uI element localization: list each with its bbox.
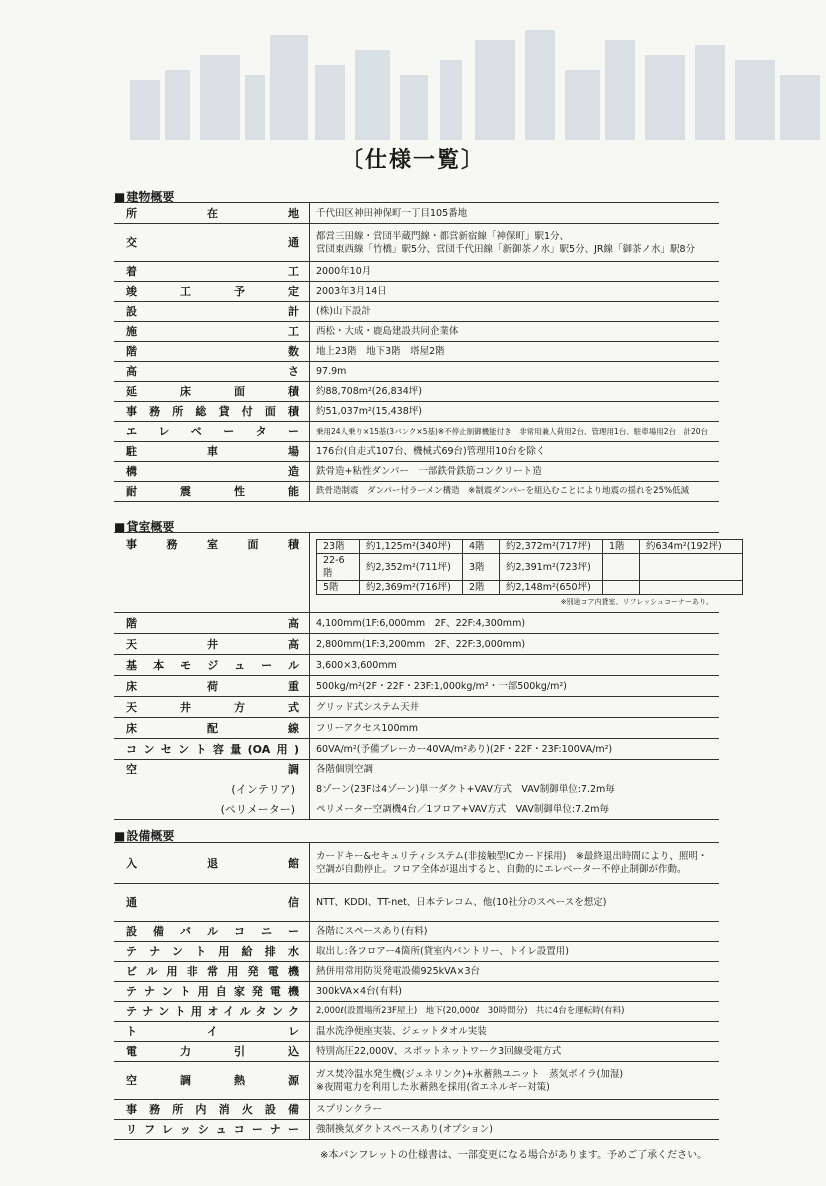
office-area-table bbox=[316, 539, 743, 595]
table-row bbox=[114, 718, 719, 739]
row-value bbox=[310, 843, 720, 884]
row-label: 構造 bbox=[114, 462, 310, 482]
area-row bbox=[317, 540, 743, 554]
office-area-cell bbox=[310, 533, 720, 613]
rental-spec-table bbox=[114, 532, 722, 820]
table-row bbox=[114, 676, 719, 697]
row-value: ペリメーター空調機4台／1フロア+VAV方式 VAV制御単位:7.2m毎 bbox=[310, 800, 720, 820]
area-value bbox=[640, 554, 743, 581]
entry-line-1: カードキー&セキュリティシステム(非接触型ICカード採用) ※最終退出時間により、照明・ bbox=[316, 851, 708, 862]
row-label: 階数 bbox=[114, 342, 310, 362]
row-value bbox=[310, 1062, 720, 1100]
row-label: 通信 bbox=[114, 884, 310, 922]
row-label: テナント用給排水 bbox=[114, 942, 310, 962]
row-value: 鉄骨造+粘性ダンパー 一部鉄骨鉄筋コンクリート造 bbox=[310, 462, 720, 482]
row-value: 300kVA×4台(有料) bbox=[310, 982, 720, 1002]
table-row bbox=[114, 1062, 719, 1100]
row-label: 空調熱源 bbox=[114, 1062, 310, 1100]
row-value: 約51,037m²(15,438坪) bbox=[310, 402, 720, 422]
footnote: ※本パンフレットの仕様書は、一部変更になる場合があります。予めご了承ください。 bbox=[320, 1150, 708, 1161]
row-label: (ペリメーター) bbox=[114, 800, 310, 820]
row-value: 3,600×3,600mm bbox=[310, 655, 720, 676]
floor-label: 23階 bbox=[317, 540, 360, 554]
heat-source-line-1: ガス焚冷温水発生機(ジェネリンク)+氷蓄熱ユニット 蒸気ボイラ(加湿) bbox=[316, 1068, 624, 1080]
table-row bbox=[114, 1042, 719, 1062]
table-row bbox=[114, 422, 719, 442]
row-value: 2000年10月 bbox=[310, 262, 720, 282]
entry-line-2: 空調が自動停止。フロア全体が退出すると、自動的にエレベーター不停止制御が作動。 bbox=[316, 864, 687, 875]
row-label: 所在地 bbox=[114, 203, 310, 224]
row-label: 高さ bbox=[114, 362, 310, 382]
floor-label: 4階 bbox=[463, 540, 500, 554]
row-label: 入退館 bbox=[114, 843, 310, 884]
row-label: コンセント容量(OA用) bbox=[114, 739, 310, 760]
row-label: 設備バルコニー bbox=[114, 922, 310, 942]
row-value: 各階個別空調 bbox=[310, 760, 720, 780]
row-label: 電力引込 bbox=[114, 1042, 310, 1062]
row-value: 2003年3月14日 bbox=[310, 282, 720, 302]
table-row bbox=[114, 843, 719, 884]
skyline-illustration bbox=[110, 0, 826, 140]
row-label: 耐震性能 bbox=[114, 482, 310, 502]
table-row bbox=[114, 382, 719, 402]
rental-section-heading: ■ 貸室概要 bbox=[114, 518, 174, 535]
table-row bbox=[114, 697, 719, 718]
table-row bbox=[114, 780, 719, 800]
row-value: 熱併用常用防災発電設備925kVA×3台 bbox=[310, 962, 720, 982]
row-value: 97.9m bbox=[310, 362, 720, 382]
row-label: 延床面積 bbox=[114, 382, 310, 402]
row-label: リフレッシュコーナー bbox=[114, 1120, 310, 1140]
table-row bbox=[114, 362, 719, 382]
floor-label: 3階 bbox=[463, 554, 500, 581]
row-value: 4,100mm(1F:6,000mm 2F、22F:4,300mm) bbox=[310, 613, 720, 634]
row-label: 空調 bbox=[114, 760, 310, 780]
row-value: 乗用24人乗り×15基(3バンク×5基)※不停止制御機能付き 非常用兼人荷用2台、管理用1台、駐車場用2台 計20台 bbox=[310, 422, 720, 442]
row-value: NTT、KDDI、TT-net、日本テレコム、他(10社分のスペースを想定) bbox=[310, 884, 720, 922]
area-value: 約2,148m²(650坪) bbox=[500, 581, 603, 595]
equipment-spec-table bbox=[114, 842, 719, 1140]
table-row bbox=[114, 982, 719, 1002]
row-value bbox=[310, 224, 720, 262]
area-value: 約634m²(192坪) bbox=[640, 540, 743, 554]
table-row bbox=[114, 262, 719, 282]
floor-label: 5階 bbox=[317, 581, 360, 595]
table-row bbox=[114, 760, 719, 780]
building-spec-table bbox=[114, 202, 719, 502]
row-label: 基本モジュール bbox=[114, 655, 310, 676]
building-section-heading: ■ 建物概要 bbox=[114, 188, 174, 205]
table-row bbox=[114, 922, 719, 942]
row-value: 特別高圧22,000V、スポットネットワーク3回線受電方式 bbox=[310, 1042, 720, 1062]
row-value: 500kg/m²(2F・22F・23F:1,000kg/m²・一部500kg/m²) bbox=[310, 676, 720, 697]
area-value: 約2,391m²(723坪) bbox=[500, 554, 603, 581]
floor-label bbox=[603, 581, 640, 595]
row-label: (インテリア) bbox=[114, 780, 310, 800]
access-line-1: 都営三田線・営団半蔵門線・都営新宿線「神保町」駅1分、 bbox=[316, 230, 570, 242]
row-value: 地上23階 地下3階 塔屋2階 bbox=[310, 342, 720, 362]
row-label: 竣工予定 bbox=[114, 282, 310, 302]
table-row bbox=[114, 1120, 719, 1140]
table-row bbox=[114, 533, 719, 613]
row-label: 階高 bbox=[114, 613, 310, 634]
row-label: 事務所総貸付面積 bbox=[114, 402, 310, 422]
row-label: 着工 bbox=[114, 262, 310, 282]
table-row bbox=[114, 800, 719, 820]
row-value: 176台(自走式107台、機械式69台)管理用10台を除く bbox=[310, 442, 720, 462]
table-row bbox=[114, 634, 719, 655]
floor-label bbox=[603, 554, 640, 581]
row-label: テナント用オイルタンク bbox=[114, 1002, 310, 1022]
row-label: 施工 bbox=[114, 322, 310, 342]
table-row bbox=[114, 342, 719, 362]
table-row bbox=[114, 442, 719, 462]
table-row bbox=[114, 1022, 719, 1042]
table-row bbox=[114, 1002, 719, 1022]
equipment-section-heading: ■ 設備概要 bbox=[114, 827, 174, 844]
row-label: 設計 bbox=[114, 302, 310, 322]
row-value: 千代田区神田神保町一丁目105番地 bbox=[310, 203, 720, 224]
area-value bbox=[640, 581, 743, 595]
row-label: 床配線 bbox=[114, 718, 310, 739]
row-label: 天井方式 bbox=[114, 697, 310, 718]
table-row bbox=[114, 613, 719, 634]
area-row bbox=[317, 581, 743, 595]
row-value: 西松・大成・鹿島建設共同企業体 bbox=[310, 322, 720, 342]
row-label: ビル用非常用発電機 bbox=[114, 962, 310, 982]
table-row bbox=[114, 1100, 719, 1120]
row-label: エレベーター bbox=[114, 422, 310, 442]
access-line-2: 営団東西線「竹橋」駅5分、営団千代田線「新御茶ノ水」駅5分、JR線「御茶ノ水」駅8分 bbox=[316, 243, 696, 255]
row-label: 交通 bbox=[114, 224, 310, 262]
row-value: グリッド式システム天井 bbox=[310, 697, 720, 718]
row-value: 2,800mm(1F:3,200mm 2F、22F:3,000mm) bbox=[310, 634, 720, 655]
table-row bbox=[114, 962, 719, 982]
table-row bbox=[114, 942, 719, 962]
floor-label: 2階 bbox=[463, 581, 500, 595]
row-value: 8ゾーン(23Fは4ゾーン)単一ダクト+VAV方式 VAV制御単位:7.2m毎 bbox=[316, 784, 615, 795]
heat-source-line-2: ※夜間電力を利用した氷蓄熱を採用(省エネルギー対策) bbox=[316, 1081, 550, 1093]
row-label: テナント用自家発電機 bbox=[114, 982, 310, 1002]
row-value: 取出し:各フロアー4箇所(貸室内パントリー、トイレ設置用) bbox=[310, 942, 720, 962]
row-label: 駐車場 bbox=[114, 442, 310, 462]
area-value: 約2,372m²(717坪) bbox=[500, 540, 603, 554]
table-row bbox=[114, 302, 719, 322]
row-label: トイレ bbox=[114, 1022, 310, 1042]
row-value: 強制換気ダクトスペースあり(オプション) bbox=[310, 1120, 720, 1140]
table-row bbox=[114, 739, 719, 760]
floor-label: 22-6階 bbox=[317, 554, 360, 581]
table-row bbox=[114, 482, 719, 502]
row-value: 約88,708m²(26,834坪) bbox=[310, 382, 720, 402]
area-value: 約2,369m²(716坪) bbox=[360, 581, 463, 595]
table-row bbox=[114, 462, 719, 482]
floor-label: 1階 bbox=[603, 540, 640, 554]
table-row bbox=[114, 655, 719, 676]
row-value: スプリンクラー bbox=[310, 1100, 720, 1120]
area-value: 約1,125m²(340坪) bbox=[360, 540, 463, 554]
table-row bbox=[114, 402, 719, 422]
row-value: 60VA/m²(予備ブレーカー40VA/m²あり)(2F・22F・23F:100VA/m²) bbox=[310, 739, 720, 760]
row-label: 事務所内消火設備 bbox=[114, 1100, 310, 1120]
area-note: ※別途コア内貸室、リフレッシュコーナーあり。 bbox=[560, 598, 713, 606]
row-value: 温水洗浄便座実装、ジェットタオル実装 bbox=[310, 1022, 720, 1042]
table-row bbox=[114, 282, 719, 302]
page-title: 〔仕様一覧〕 bbox=[340, 148, 485, 173]
table-row bbox=[114, 203, 719, 224]
row-value: 鉄骨造制震 ダンパー付ラーメン構造 ※制震ダンパーを組込むことにより地震の揺れを25%低減 bbox=[310, 482, 720, 502]
row-label: 床荷重 bbox=[114, 676, 310, 697]
row-value: 2,000ℓ(設置場所23F屋上) 地下(20,000ℓ 30時間分) 共に4台を運転時(有料) bbox=[310, 1002, 720, 1022]
row-label: 天井高 bbox=[114, 634, 310, 655]
row-value: (株)山下設計 bbox=[310, 302, 720, 322]
area-value: 約2,352m²(711坪) bbox=[360, 554, 463, 581]
table-row bbox=[114, 884, 719, 922]
row-label: 事務室面積 bbox=[114, 533, 310, 613]
table-row bbox=[114, 322, 719, 342]
table-row bbox=[114, 224, 719, 262]
row-value: 各階にスペースあり(有料) bbox=[310, 922, 720, 942]
area-row bbox=[317, 554, 743, 581]
row-value: フリーアクセス100mm bbox=[310, 718, 720, 739]
